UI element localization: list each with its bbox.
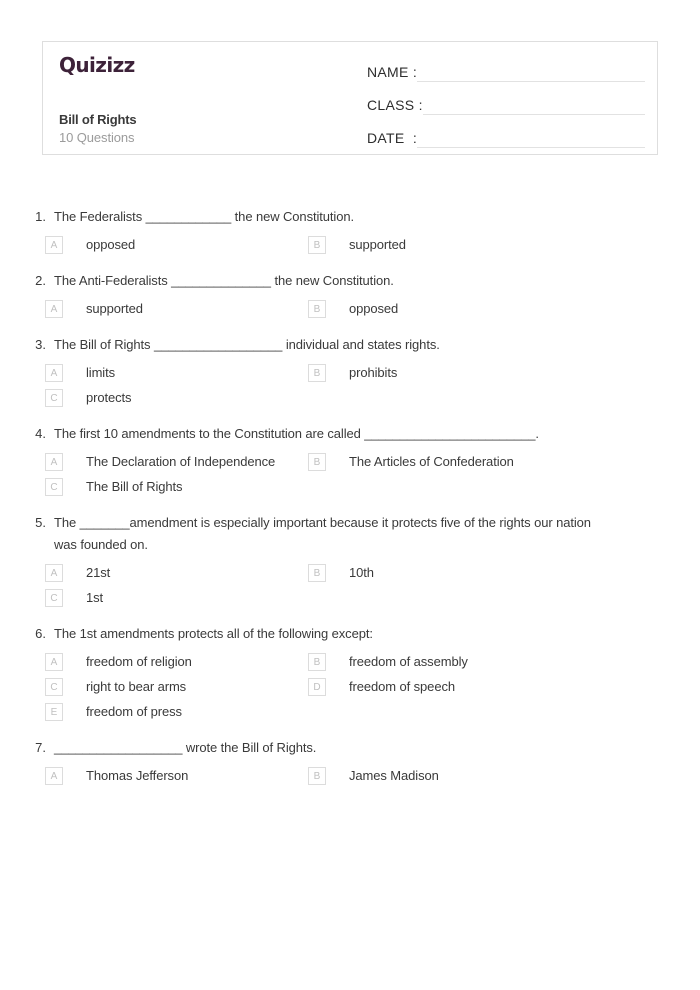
option-text: The Bill of Rights [86,479,183,494]
option-text: supported [86,301,143,316]
answer-option[interactable] [308,235,616,255]
answer-option[interactable] [0,388,308,408]
options-group [0,652,700,722]
option-row [0,299,700,319]
option-letter-box[interactable]: A [45,453,63,471]
option-letter-box[interactable]: C [45,678,63,696]
quiz-question-count: 10 Questions [59,130,135,145]
question-text: __________________ wrote the Bill of Rights. [54,740,317,755]
option-row [0,477,700,497]
option-text: The Articles of Confederation [349,454,514,469]
option-letter-box[interactable]: B [308,300,326,318]
answer-option[interactable] [0,363,308,383]
question-number: 6. [35,626,46,641]
option-text: freedom of speech [349,679,455,694]
question-text: The Bill of Rights __________________ individual and states rights. [54,337,440,352]
answer-option[interactable] [0,652,308,672]
option-letter-box[interactable]: C [45,389,63,407]
option-letter-box[interactable]: B [308,236,326,254]
question-number: 7. [35,740,46,755]
class-field-label: CLASS : [367,97,423,113]
class-field-row [367,89,657,115]
option-text: right to bear arms [86,679,187,694]
question-row [0,206,700,228]
question-row [0,270,700,292]
quizizz-logo: Quizizz [59,53,135,77]
option-letter-box[interactable]: A [45,300,63,318]
name-field-input[interactable] [417,64,645,82]
option-text: protects [86,390,132,405]
options-group [0,299,700,319]
option-row [0,766,700,786]
option-letter-box[interactable]: E [45,703,63,721]
answer-option[interactable] [0,766,308,786]
name-field-row [367,56,657,82]
options-group [0,363,700,408]
option-text: 1st [86,590,104,605]
option-text: Thomas Jefferson [86,768,189,783]
option-letter-box[interactable]: B [308,767,326,785]
question-block [0,423,700,497]
question-text: The Anti-Federalists ______________ the new Constitution. [54,273,394,288]
answer-option[interactable] [308,363,616,383]
question-block [0,512,700,608]
answer-option[interactable] [0,235,308,255]
answer-option[interactable] [0,588,308,608]
option-text: 10th [349,565,374,580]
option-letter-box[interactable]: C [45,478,63,496]
name-field-label: NAME : [367,64,418,80]
question-row [0,334,700,356]
answer-option[interactable] [308,652,616,672]
option-row [0,388,700,408]
option-letter-box[interactable]: A [45,767,63,785]
option-text: James Madison [349,768,439,783]
option-row [0,235,700,255]
question-text: The first 10 amendments to the Constitution are called ________________________. [54,426,539,441]
worksheet-header-card [42,41,658,155]
option-text: opposed [86,237,136,252]
options-group [0,766,700,786]
answer-option[interactable] [308,452,616,472]
option-text: freedom of assembly [349,654,468,669]
option-row [0,702,700,722]
answer-option[interactable] [308,299,616,319]
option-letter-box[interactable]: C [45,589,63,607]
question-text: The Federalists ____________ the new Constitution. [54,209,354,224]
question-row [0,512,700,556]
option-text: The Declaration of Independence [86,454,276,469]
header-left-section [43,42,343,154]
option-letter-box[interactable]: D [308,678,326,696]
option-text: supported [349,237,406,252]
option-text: opposed [349,301,399,316]
option-letter-box[interactable]: B [308,564,326,582]
option-letter-box[interactable]: B [308,453,326,471]
question-number: 4. [35,426,46,441]
option-letter-box[interactable]: A [45,236,63,254]
option-text: freedom of religion [86,654,192,669]
option-letter-box[interactable]: A [45,364,63,382]
questions-list [0,206,700,801]
question-text: The _______amendment is especially important because it protects five of the rights our nation was founded on. [54,515,591,552]
date-field-row [367,122,657,148]
question-row [0,623,700,645]
date-field-label: DATE : [367,130,418,146]
question-block [0,270,700,319]
question-block [0,334,700,408]
question-number: 1. [35,209,46,224]
answer-option[interactable] [0,299,308,319]
answer-option[interactable] [308,766,616,786]
options-group [0,235,700,255]
class-field-input[interactable] [423,97,645,115]
option-letter-box[interactable]: A [45,653,63,671]
question-number: 2. [35,273,46,288]
answer-option[interactable] [0,477,308,497]
quiz-title: Bill of Rights [59,112,137,127]
option-letter-box[interactable]: A [45,564,63,582]
answer-option[interactable] [0,563,308,583]
option-row [0,452,700,472]
answer-option[interactable] [0,702,308,722]
question-row [0,423,700,445]
option-text: freedom of press [86,704,182,719]
option-text: 21st [86,565,111,580]
question-block [0,737,700,786]
option-row [0,563,700,583]
option-row [0,588,700,608]
answer-option[interactable] [308,677,616,697]
answer-option[interactable] [308,563,616,583]
answer-option[interactable] [0,677,308,697]
option-letter-box[interactable]: B [308,653,326,671]
option-text: limits [86,365,116,380]
option-letter-box[interactable]: B [308,364,326,382]
options-group [0,563,700,608]
option-row [0,652,700,672]
question-block [0,206,700,255]
question-text: The 1st amendments protects all of the following except: [54,626,373,641]
question-block [0,623,700,722]
date-field-input[interactable] [417,130,645,148]
answer-option[interactable] [0,452,308,472]
option-row [0,363,700,383]
question-number: 3. [35,337,46,352]
option-row [0,677,700,697]
question-number: 5. [35,515,46,530]
question-row [0,737,700,759]
options-group [0,452,700,497]
student-info-fields [343,42,657,154]
option-text: prohibits [349,365,398,380]
